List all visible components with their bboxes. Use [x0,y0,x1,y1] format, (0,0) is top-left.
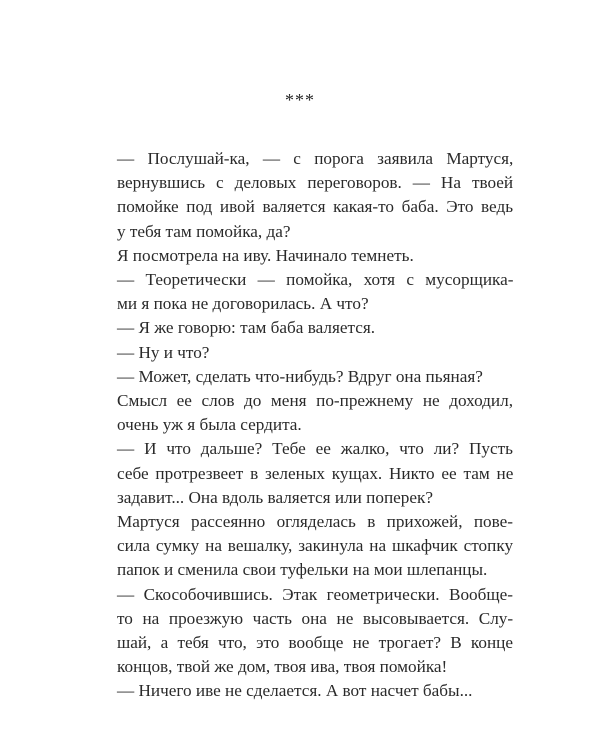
text-line: Смысл ее слов до меня по-прежнему не доходил, [117,391,513,411]
text-line: сила сумку на вешалку, закинула на шкафчик стопку [117,536,514,556]
text-line: вернувшись с деловых переговоров. — На твоей [117,173,514,193]
paragraph [117,316,513,340]
text-line: себе протрезвеет в зеленых кущах. Никто ее там не [117,463,514,483]
paragraph [117,244,513,268]
text-line: Я посмотрела на иву. Начинало темнеть. [117,245,414,265]
text-line: — Послушай-ка, — с порога заявила Мартуся, [117,149,514,168]
section-separator: *** [285,90,315,110]
paragraph [117,365,513,389]
paragraph [117,437,513,510]
paragraph [117,341,513,365]
text-line: очень уж я была сердита. [117,415,302,435]
paragraph [117,268,513,316]
text-line: папок и сменила свои туфельки на мои шлепанцы. [117,560,488,580]
text-line: у тебя там помойка, да? [117,221,291,241]
text-line: — Теоретически — помойка, хотя с мусорщика- [117,270,514,290]
text-line: — Ну и что? [117,342,210,362]
text-body [117,147,513,704]
text-line: — Ничего иве не сделается. А вот насчет бабы... [117,681,473,701]
text-line: — Я же говорю: там баба валяется. [117,318,376,338]
text-line: Мартуся рассеянно огляделась в прихожей, пове- [117,512,513,532]
paragraph [117,389,513,437]
text-line: помойке под ивой валяется какая-то баба. Это ведь [117,197,514,217]
paragraph [117,679,513,703]
text-line: то на проезжую часть она не высовывается. Слу- [117,608,514,628]
text-line: — Скособочившись. Этак геометрически. Вообще- [117,584,513,604]
text-line: — Может, сделать что-нибудь? Вдруг она пьяная? [117,366,483,386]
paragraph [117,583,513,680]
text-line: шай, а тебя что, это вообще не трогает? В конце [117,633,513,653]
paragraph [117,510,513,583]
paragraph [117,147,513,244]
text-line: — И что дальше? Тебе ее жалко, что ли? Пусть [117,439,513,459]
text-line: концов, твой же дом, твоя ива, твоя помойка! [117,657,448,677]
text-line: ми я пока не договорилась. А что? [117,294,369,314]
text-line: задавит... Она вдоль валяется или поперек? [117,487,433,507]
